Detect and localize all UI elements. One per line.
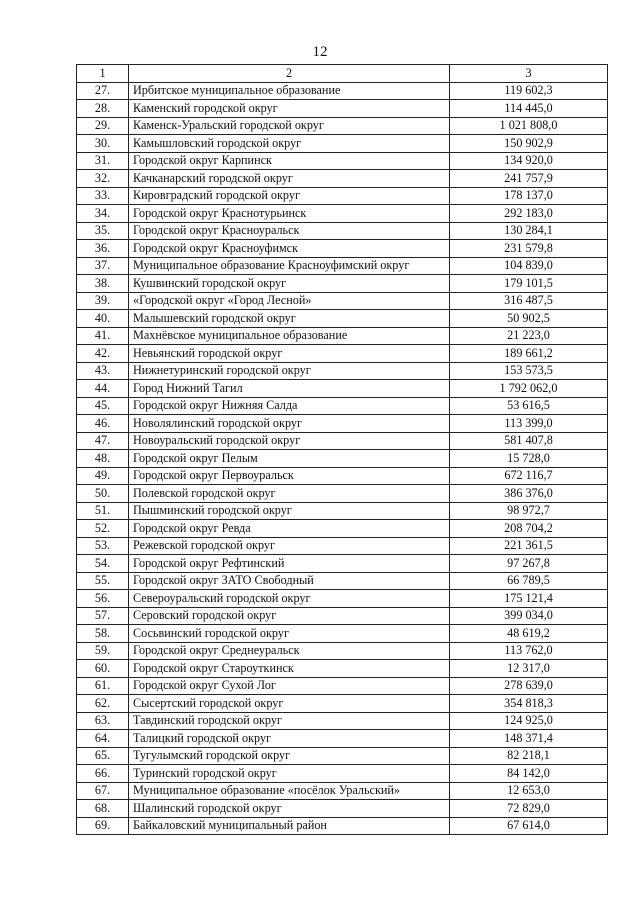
municipality-name: Городской округ Ревда [129, 520, 450, 538]
municipality-name: «Городской округ «Город Лесной» [129, 292, 450, 310]
amount-value: 114 445,0 [450, 100, 608, 118]
amount-value: 15 728,0 [450, 450, 608, 468]
amount-value: 278 639,0 [450, 677, 608, 695]
table-row [77, 397, 608, 415]
municipality-name: Городской округ Красноуральск [129, 222, 450, 240]
row-number: 52. [77, 520, 129, 538]
table-row [77, 152, 608, 170]
row-number: 69. [77, 817, 129, 835]
row-number: 42. [77, 345, 129, 363]
amount-value: 113 399,0 [450, 415, 608, 433]
amount-value: 672 116,7 [450, 467, 608, 485]
amount-value: 98 972,7 [450, 502, 608, 520]
amount-value: 208 704,2 [450, 520, 608, 538]
municipality-name: Городской округ Рефтинский [129, 555, 450, 573]
amount-value: 130 284,1 [450, 222, 608, 240]
amount-value: 124 925,0 [450, 712, 608, 730]
table-row [77, 502, 608, 520]
table-row [77, 380, 608, 398]
row-number: 60. [77, 660, 129, 678]
row-number: 55. [77, 572, 129, 590]
amount-value: 178 137,0 [450, 187, 608, 205]
table-row [77, 520, 608, 538]
table-row [77, 117, 608, 135]
budget-table [76, 64, 608, 835]
table-row [77, 660, 608, 678]
amount-value: 150 902,9 [450, 135, 608, 153]
table-row [77, 257, 608, 275]
row-number: 45. [77, 397, 129, 415]
amount-value: 581 407,8 [450, 432, 608, 450]
row-number: 48. [77, 450, 129, 468]
table-row [77, 205, 608, 223]
amount-value: 97 267,8 [450, 555, 608, 573]
municipality-name: Кушвинский городской округ [129, 275, 450, 293]
municipality-name: Городской округ Пелым [129, 450, 450, 468]
row-number: 47. [77, 432, 129, 450]
row-number: 66. [77, 765, 129, 783]
amount-value: 50 902,5 [450, 310, 608, 328]
amount-value: 12 317,0 [450, 660, 608, 678]
table-row [77, 607, 608, 625]
table-row [77, 625, 608, 643]
row-number: 31. [77, 152, 129, 170]
table-row [77, 327, 608, 345]
municipality-name: Тавдинский городской округ [129, 712, 450, 730]
municipality-name: Городской округ Среднеуральск [129, 642, 450, 660]
table-row [77, 240, 608, 258]
municipality-name: Туринский городской округ [129, 765, 450, 783]
municipality-name: Махнёвское муниципальное образование [129, 327, 450, 345]
column-header-number: 1 [77, 65, 129, 83]
table-row [77, 187, 608, 205]
municipality-name: Городской округ Красноуфимск [129, 240, 450, 258]
row-number: 65. [77, 747, 129, 765]
row-number: 40. [77, 310, 129, 328]
municipality-name: Невьянский городской округ [129, 345, 450, 363]
municipality-name: Городской округ Нижняя Салда [129, 397, 450, 415]
row-number: 58. [77, 625, 129, 643]
row-number: 33. [77, 187, 129, 205]
municipality-name: Малышевский городской округ [129, 310, 450, 328]
municipality-name: Ирбитское муниципальное образование [129, 82, 450, 100]
municipality-name: Каменский городской округ [129, 100, 450, 118]
table-row [77, 712, 608, 730]
municipality-name: Муниципальное образование «посёлок Уральский» [129, 782, 450, 800]
row-number: 43. [77, 362, 129, 380]
municipality-name: Новолялинский городской округ [129, 415, 450, 433]
table-row [77, 345, 608, 363]
table-row [77, 590, 608, 608]
municipality-name: Нижнетуринский городской округ [129, 362, 450, 380]
amount-value: 231 579,8 [450, 240, 608, 258]
amount-value: 292 183,0 [450, 205, 608, 223]
amount-value: 153 573,5 [450, 362, 608, 380]
table-row [77, 467, 608, 485]
row-number: 44. [77, 380, 129, 398]
municipality-name: Серовский городской округ [129, 607, 450, 625]
table-row [77, 642, 608, 660]
row-number: 41. [77, 327, 129, 345]
amount-value: 189 661,2 [450, 345, 608, 363]
row-number: 61. [77, 677, 129, 695]
row-number: 35. [77, 222, 129, 240]
row-number: 36. [77, 240, 129, 258]
amount-value: 82 218,1 [450, 747, 608, 765]
municipality-name: Сосьвинский городской округ [129, 625, 450, 643]
municipality-name: Байкаловский муниципальный район [129, 817, 450, 835]
amount-value: 386 376,0 [450, 485, 608, 503]
municipality-name: Городской округ ЗАТО Свободный [129, 572, 450, 590]
municipality-name: Городской округ Первоуральск [129, 467, 450, 485]
row-number: 51. [77, 502, 129, 520]
row-number: 32. [77, 170, 129, 188]
table-row [77, 310, 608, 328]
table-body [77, 82, 608, 835]
table-row [77, 485, 608, 503]
municipality-name: Городской округ Сухой Лог [129, 677, 450, 695]
municipality-name: Городской округ Староуткинск [129, 660, 450, 678]
municipality-name: Шалинский городской округ [129, 800, 450, 818]
municipality-name: Тугулымский городской округ [129, 747, 450, 765]
table-row [77, 292, 608, 310]
municipality-name: Городской округ Карпинск [129, 152, 450, 170]
table-row [77, 782, 608, 800]
table-row [77, 450, 608, 468]
table-row [77, 555, 608, 573]
table-row [77, 222, 608, 240]
row-number: 68. [77, 800, 129, 818]
table-row [77, 100, 608, 118]
amount-value: 1 792 062,0 [450, 380, 608, 398]
municipality-name: Талицкий городской округ [129, 730, 450, 748]
amount-value: 119 602,3 [450, 82, 608, 100]
table-row [77, 800, 608, 818]
municipality-name: Полевской городской округ [129, 485, 450, 503]
table-row [77, 135, 608, 153]
amount-value: 134 920,0 [450, 152, 608, 170]
table-row [77, 275, 608, 293]
table-header-row [77, 65, 608, 83]
row-number: 64. [77, 730, 129, 748]
municipality-name: Качканарский городской округ [129, 170, 450, 188]
row-number: 49. [77, 467, 129, 485]
row-number: 29. [77, 117, 129, 135]
municipality-name: Режевской городской округ [129, 537, 450, 555]
amount-value: 354 818,3 [450, 695, 608, 713]
municipality-name: Город Нижний Тагил [129, 380, 450, 398]
table-row [77, 730, 608, 748]
row-number: 56. [77, 590, 129, 608]
amount-value: 148 371,4 [450, 730, 608, 748]
amount-value: 104 839,0 [450, 257, 608, 275]
row-number: 57. [77, 607, 129, 625]
row-number: 28. [77, 100, 129, 118]
row-number: 34. [77, 205, 129, 223]
table-row [77, 432, 608, 450]
table-row [77, 415, 608, 433]
row-number: 59. [77, 642, 129, 660]
amount-value: 399 034,0 [450, 607, 608, 625]
row-number: 37. [77, 257, 129, 275]
row-number: 50. [77, 485, 129, 503]
row-number: 67. [77, 782, 129, 800]
row-number: 46. [77, 415, 129, 433]
municipality-name: Новоуральский городской округ [129, 432, 450, 450]
amount-value: 1 021 808,0 [450, 117, 608, 135]
amount-value: 316 487,5 [450, 292, 608, 310]
amount-value: 175 121,4 [450, 590, 608, 608]
table-row [77, 677, 608, 695]
amount-value: 113 762,0 [450, 642, 608, 660]
amount-value: 221 361,5 [450, 537, 608, 555]
row-number: 53. [77, 537, 129, 555]
municipality-name: Городской округ Краснотурьинск [129, 205, 450, 223]
amount-value: 48 619,2 [450, 625, 608, 643]
table-row [77, 747, 608, 765]
amount-value: 66 789,5 [450, 572, 608, 590]
table-row [77, 765, 608, 783]
municipality-name: Кировградский городской округ [129, 187, 450, 205]
municipality-name: Муниципальное образование Красноуфимский округ [129, 257, 450, 275]
row-number: 27. [77, 82, 129, 100]
row-number: 39. [77, 292, 129, 310]
municipality-name: Камышловский городской округ [129, 135, 450, 153]
row-number: 38. [77, 275, 129, 293]
row-number: 54. [77, 555, 129, 573]
row-number: 62. [77, 695, 129, 713]
column-header-name: 2 [129, 65, 450, 83]
table-row [77, 695, 608, 713]
table-row [77, 537, 608, 555]
table-row [77, 817, 608, 835]
amount-value: 84 142,0 [450, 765, 608, 783]
municipality-name: Североуральский городской округ [129, 590, 450, 608]
table-row [77, 572, 608, 590]
municipality-name: Пышминский городской округ [129, 502, 450, 520]
row-number: 63. [77, 712, 129, 730]
table-row [77, 82, 608, 100]
amount-value: 53 616,5 [450, 397, 608, 415]
column-header-amount: 3 [450, 65, 608, 83]
amount-value: 241 757,9 [450, 170, 608, 188]
row-number: 30. [77, 135, 129, 153]
amount-value: 12 653,0 [450, 782, 608, 800]
amount-value: 67 614,0 [450, 817, 608, 835]
municipality-name: Каменск-Уральский городской округ [129, 117, 450, 135]
municipality-name: Сысертский городской округ [129, 695, 450, 713]
table-row [77, 170, 608, 188]
page-number: 12 [312, 44, 328, 60]
amount-value: 72 829,0 [450, 800, 608, 818]
amount-value: 179 101,5 [450, 275, 608, 293]
table-row [77, 362, 608, 380]
amount-value: 21 223,0 [450, 327, 608, 345]
